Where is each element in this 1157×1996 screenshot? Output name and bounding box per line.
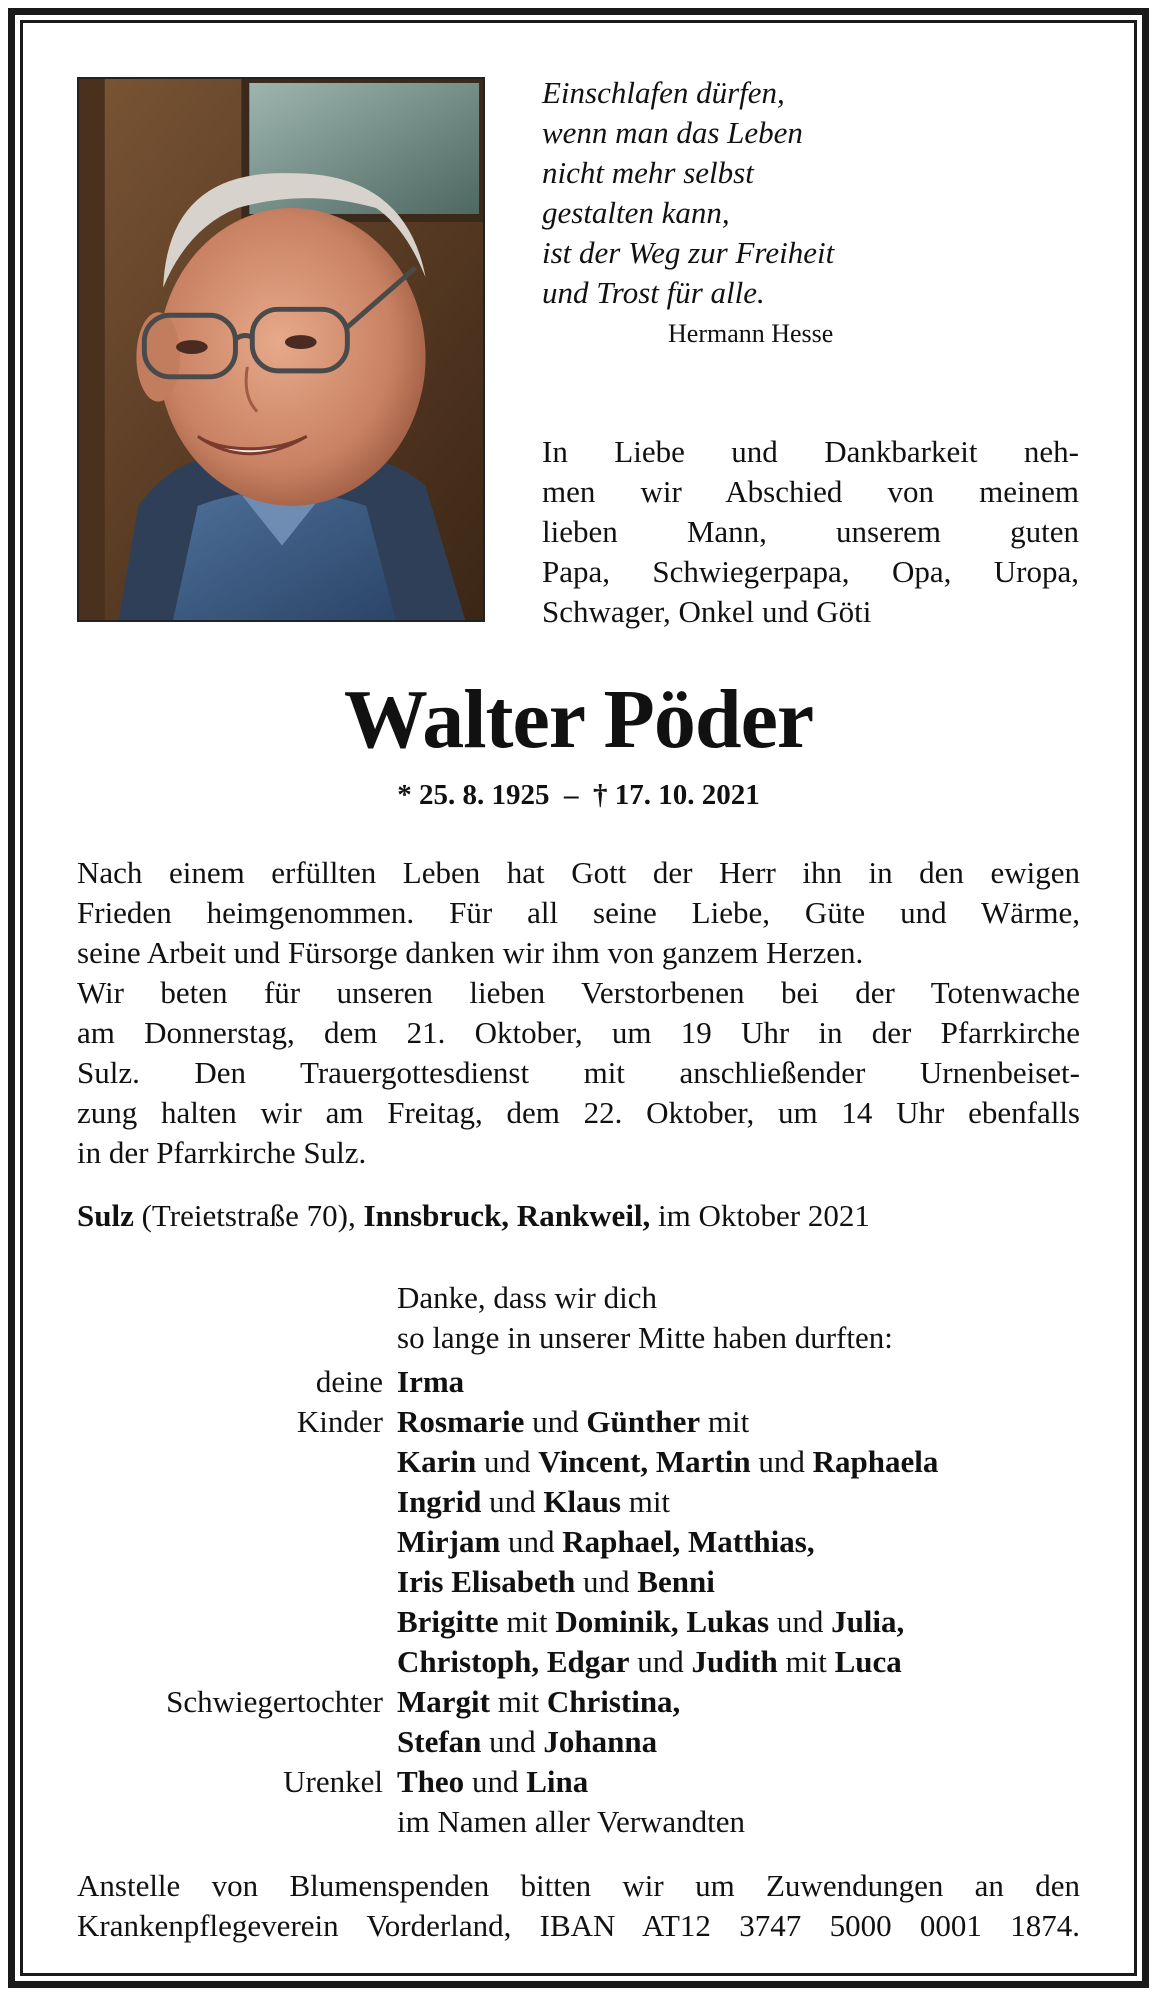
body-line: Wir beten für unseren lieben Verstorbenen bei der Totenwache <box>77 975 1080 1010</box>
family-row <box>0 1762 1157 1802</box>
family-role: Kinder <box>296 1404 383 1439</box>
family-member-name: Mirjam <box>397 1524 501 1559</box>
family-connector: und <box>500 1524 563 1559</box>
family-row <box>0 1602 1157 1642</box>
family-names <box>397 1642 902 1682</box>
family-member-name: Vincent, Martin <box>538 1444 751 1479</box>
thanks-line: Danke, dass wir dich <box>397 1280 657 1315</box>
thanks-block <box>397 1278 893 1358</box>
family-connector: und <box>481 1724 544 1759</box>
family-connector: und <box>769 1604 832 1639</box>
family-row <box>0 1442 1157 1482</box>
place-date: im Oktober 2021 <box>650 1198 870 1233</box>
body-line: zung halten wir am Freitag, dem 22. Oktober, um 14 Uhr ebenfalls <box>77 1095 1080 1130</box>
body-line: Nach einem erfüllten Leben hat Gott der Herr ihn in den ewigen <box>77 855 1080 890</box>
family-connector: und <box>575 1564 638 1599</box>
family-row <box>0 1682 1157 1722</box>
poem-line: Einschlafen dürfen, <box>542 75 785 110</box>
closing-line: Krankenpflegeverein Vorderland, IBAN AT12 3747 5000 0001 1874. <box>77 1908 1080 1943</box>
family-names <box>397 1442 938 1482</box>
deceased-name: Walter Pöder <box>343 673 814 766</box>
family-member-name: Lina <box>526 1764 589 1799</box>
family-member-name: Karin <box>397 1444 477 1479</box>
family-names <box>397 1362 464 1402</box>
thanks-line: so lange in unserer Mitte haben durften: <box>397 1320 893 1355</box>
poem <box>542 73 962 348</box>
body-line: am Donnerstag, dem 21. Oktober, um 19 Uhr in der Pfarrkirche <box>77 1015 1080 1050</box>
body-paragraph <box>77 853 1080 1173</box>
family-names <box>397 1682 680 1722</box>
family-row <box>0 1722 1157 1762</box>
family-names <box>397 1402 749 1442</box>
family-connector: mit <box>620 1484 671 1519</box>
family-member-name: Klaus <box>543 1484 621 1519</box>
intro-line: lieben Mann, unserem guten <box>542 514 1079 549</box>
family-role: Schwiegertochter <box>166 1684 383 1719</box>
body-line: seine Arbeit und Fürsorge danken wir ihm von ganzem Herzen. <box>77 935 864 970</box>
family-list <box>0 1362 1157 1842</box>
life-dates: * 25. 8. 1925 – † 17. 10. 2021 <box>397 779 760 811</box>
family-member-name: Dominik, Lukas <box>555 1604 770 1639</box>
family-member-name: Margit <box>397 1684 490 1719</box>
family-row <box>0 1482 1157 1522</box>
family-connector: und <box>629 1644 692 1679</box>
family-member-name: Stefan <box>397 1724 482 1759</box>
family-member-name: Judith <box>691 1644 778 1679</box>
poem-author: Hermann Hesse <box>668 319 834 348</box>
family-connector: mit <box>700 1404 750 1439</box>
poem-line: ist der Weg zur Freiheit <box>542 235 835 270</box>
family-member-name: Rosmarie <box>397 1404 525 1439</box>
family-names <box>397 1482 670 1522</box>
intro-line: Schwager, Onkel und Göti <box>542 594 872 629</box>
intro-line: men wir Abschied von meinem <box>542 474 1079 509</box>
intro-line: In Liebe und Dankbarkeit neh- <box>542 434 1079 469</box>
family-member-name: Julia, <box>831 1604 905 1639</box>
family-connector: und <box>464 1764 527 1799</box>
family-member-name: Johanna <box>543 1724 658 1759</box>
family-member-name: Christoph, Edgar <box>397 1644 630 1679</box>
family-names <box>397 1762 588 1802</box>
place-others: Innsbruck, Rankweil, <box>363 1198 651 1233</box>
closing-paragraph <box>77 1866 1080 1946</box>
family-member-name: Brigitte <box>397 1604 499 1639</box>
family-connector: und <box>750 1444 813 1479</box>
place-address: (Treietstraße 70), <box>133 1198 364 1233</box>
portrait-photo <box>77 77 485 622</box>
family-member-name: Luca <box>834 1644 902 1679</box>
body-line: Sulz. Den Trauergottesdienst mit anschließender Urnenbeiset- <box>77 1055 1080 1090</box>
intro-paragraph <box>542 432 1079 632</box>
place-city: Sulz <box>77 1198 134 1233</box>
family-row <box>0 1562 1157 1602</box>
family-member-name: Christina, <box>546 1684 681 1719</box>
family-names <box>397 1522 815 1562</box>
poem-line: wenn man das Leben <box>542 115 803 150</box>
family-connector: und <box>476 1444 539 1479</box>
family-row <box>0 1402 1157 1442</box>
closing-line: Anstelle von Blumenspenden bitten wir um Zuwendungen an den <box>77 1868 1080 1903</box>
family-row <box>0 1802 1157 1842</box>
family-member-name: Günther <box>586 1404 701 1439</box>
family-names <box>397 1562 715 1602</box>
family-row <box>0 1642 1157 1682</box>
family-member-name: Raphael, Matthias, <box>562 1524 815 1559</box>
family-connector: mit <box>777 1644 835 1679</box>
body-line: in der Pfarrkirche Sulz. <box>77 1135 367 1170</box>
family-member-name: Irma <box>397 1364 465 1399</box>
family-member-name: Ingrid <box>397 1484 482 1519</box>
family-connector: mit <box>498 1604 556 1639</box>
family-member-name: Benni <box>637 1564 715 1599</box>
family-member-name: Raphaela <box>812 1444 939 1479</box>
family-member-name: Iris Elisabeth <box>397 1564 576 1599</box>
poem-line: nicht mehr selbst <box>542 155 754 190</box>
family-connector: und <box>524 1404 587 1439</box>
family-connector: im Namen aller Verwandten <box>397 1804 746 1839</box>
family-names <box>397 1802 745 1842</box>
poem-line: und Trost für alle. <box>542 275 765 310</box>
family-row <box>0 1362 1157 1402</box>
family-connector: und <box>481 1484 544 1519</box>
family-member-name: Theo <box>397 1764 465 1799</box>
family-role: Urenkel <box>283 1764 383 1799</box>
poem-line: gestalten kann, <box>542 195 730 230</box>
family-role: deine <box>315 1364 383 1399</box>
family-names <box>397 1722 657 1762</box>
family-names <box>397 1602 904 1642</box>
family-row <box>0 1522 1157 1562</box>
body-line: Frieden heimgenommen. Für all seine Liebe, Güte und Wärme, <box>77 895 1080 930</box>
place-line <box>77 1196 870 1236</box>
family-connector: mit <box>489 1684 547 1719</box>
intro-line: Papa, Schwiegerpapa, Opa, Uropa, <box>542 554 1079 589</box>
